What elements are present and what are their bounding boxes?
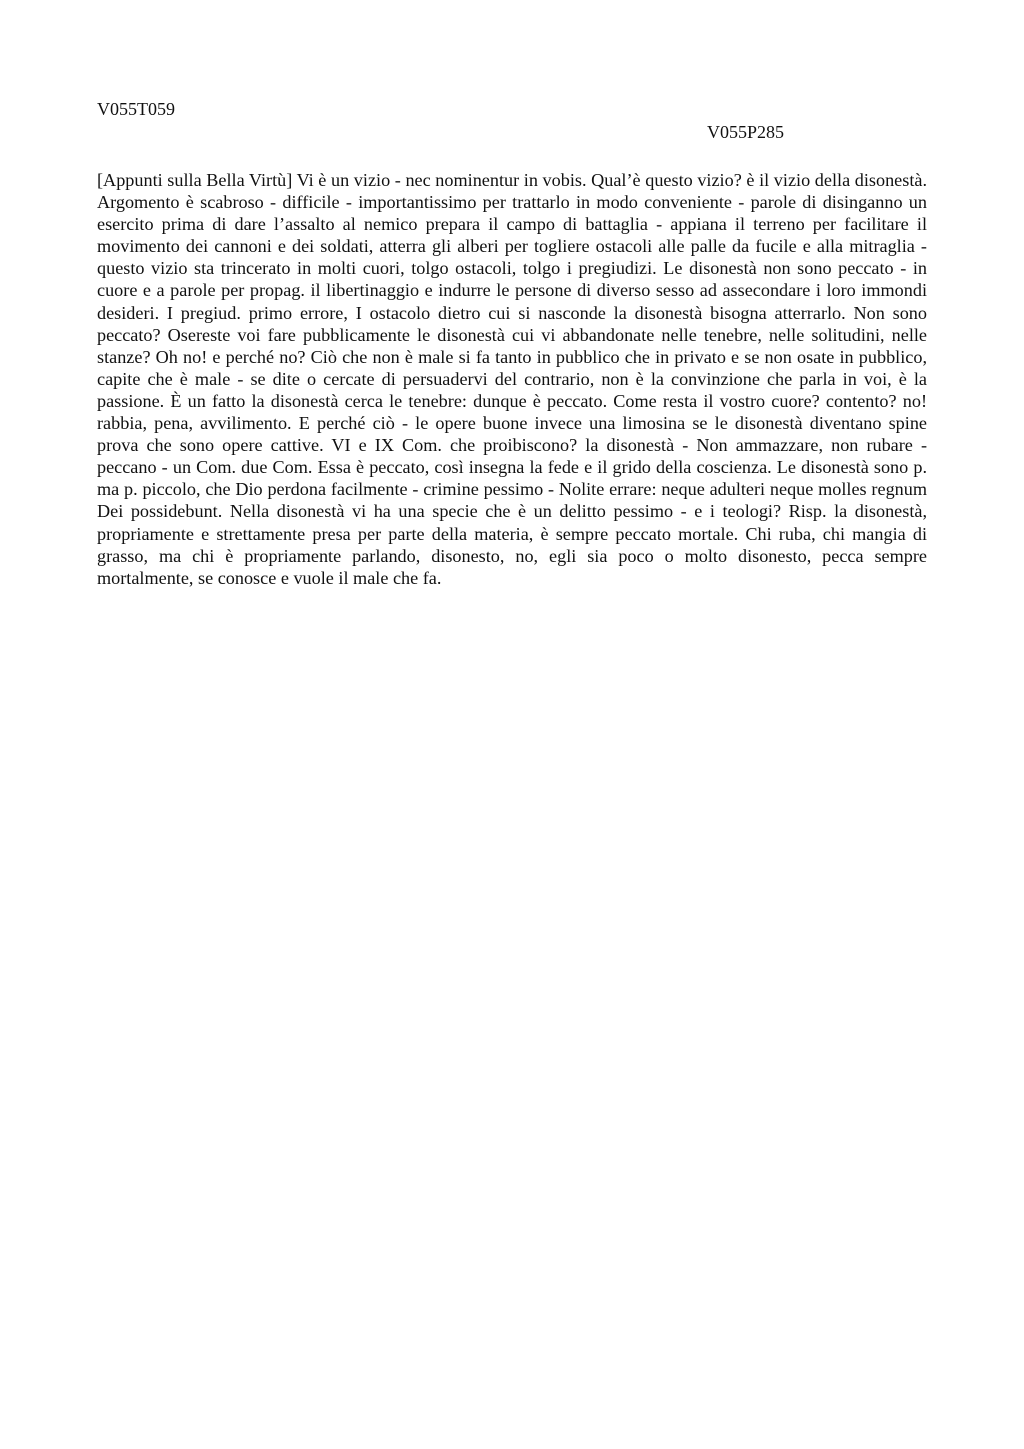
page-id: V055P285 — [707, 122, 785, 142]
document-id: V055T059 — [97, 99, 175, 119]
body-paragraph: [Appunti sulla Bella Virtù] Vi è un vizio - nec nominentur in vobis. Qual’è questo vizio? è il vizio della disonestà. Argomento è scabroso - difficile - importantissimo per trattarlo in modo conveniente - parole di disinganno un esercito prima di dare l’assalto al nemico prepara il campo di battaglia - appiana il terreno per facilitare il movimento dei cannoni e dei soldati, atterra gli alberi per togliere ostacoli alle palle da fucile e alla mitraglia - questo vizio sta trincerato in molti cuori, tolgo ostacoli, tolgo i pregiudizi. Le disonestà non sono peccato - in cuore e a parole per propag. il libertinaggio e indurre le persone di diverso sesso ad assecondare i loro immondi desideri. I pregiud. primo errore, I ostacolo dietro cui si nasconde la disonestà bisogna atterrarlo. Non sono peccato? Osereste voi fare pubblicamente le disonestà cui vi abbandonate nelle tenebre, nelle solitudini, nelle stanze? Oh no! e perché no? Ciò che non è male si fa tanto in pubblico che in privato e se non osate in pubblico, capite che è male - se dite o cercate di persuadervi del contrario, non è la convinzione che parla in voi, è la passione. È un fatto la disonestà cerca le tenebre: dunque è peccato. Come resta il vostro cuore? contento? no! rabbia, pena, avvilimento. E perché ciò - le opere buone invece una limosina se le disonestà diventano spine prova che sono opere cattive. VI e IX Com. che proibiscono? la disonestà - Non ammazzare, non rubare - peccano - un Com. due Com. Essa è peccato, così insegna la fede e il grido della coscienza. Le disonestà sono p. ma p. piccolo, che Dio perdona facilmente - crimine pessimo - Nolite errare: neque adulteri neque molles regnum Dei possidebunt. Nella disonestà vi ha una specie che è un delitto pessimo - e i teologi? Risp. la disonestà, propriamente e strettamente presa per parte della materia, è sempre peccato mortale. Chi ruba, chi mangia di grasso, ma chi è propriamente parlando, disonesto, no, egli sia poco o molto disonesto, pecca sempre mortalmente, se conosce e vuole il male che fa. — [97, 170, 927, 588]
